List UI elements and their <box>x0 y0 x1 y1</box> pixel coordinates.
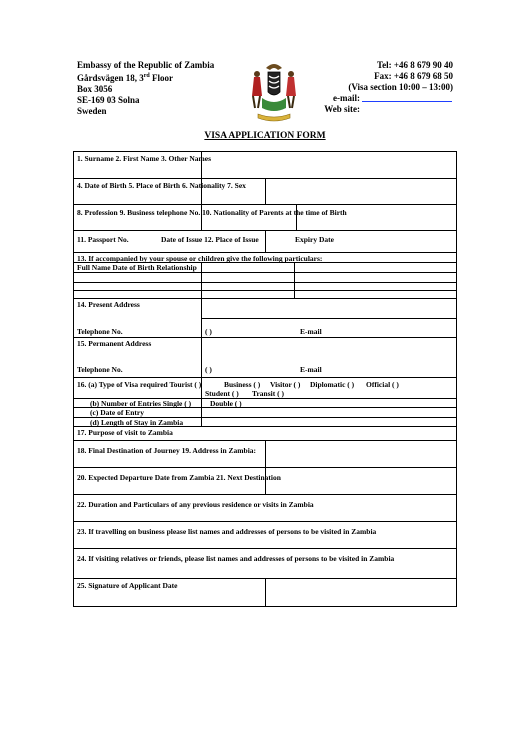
form-title: VISA APPLICATION FORM <box>204 131 326 141</box>
permanent-telephone-label: Telephone No. <box>77 365 123 374</box>
spouse-grid-line <box>73 282 457 283</box>
permanent-email-label[interactable]: E-mail <box>300 365 322 374</box>
field-previous-residence[interactable]: 22. Duration and Particulars of any previous residence or visits in Zambia <box>77 500 314 509</box>
field-names[interactable]: 1. Surname 2. First Name 3. Other Names <box>77 154 212 163</box>
embassy-postcode: SE-169 03 Solna <box>77 95 140 105</box>
spouse-grid-col <box>294 262 295 298</box>
col-divider <box>265 230 266 252</box>
field-business-contacts[interactable]: 23. If travelling on business please list names and addresses of persons to be visited in Zambia <box>77 527 377 536</box>
field-date-of-entry[interactable]: (c) Date of Entry <box>90 408 144 417</box>
col-divider <box>265 578 266 607</box>
embassy-address <box>77 60 214 117</box>
visa-type-tourist[interactable]: 16. (a) Type of Visa required Tourist ( ) <box>77 380 202 389</box>
embassy-box: Box 3056 <box>77 84 113 94</box>
row-divider <box>73 548 457 549</box>
row-divider <box>73 204 457 205</box>
row-divider <box>73 377 457 378</box>
field-signature-date[interactable]: 25. Signature of Applicant Date <box>77 581 178 590</box>
address-divider <box>201 318 457 319</box>
col-divider <box>265 440 266 494</box>
embassy-country: Sweden <box>77 106 107 116</box>
email-link[interactable] <box>362 101 452 102</box>
present-telephone-field[interactable]: ( ) <box>205 327 212 336</box>
spouse-children-columns: Full Name Date of Birth Relationship <box>77 263 197 272</box>
visa-type-official[interactable]: Official ( ) <box>366 380 399 389</box>
field-date-place-issue[interactable]: Date of Issue 12. Place of Issue <box>161 235 259 244</box>
entries-double[interactable]: Double ( ) <box>210 399 242 408</box>
row-divider <box>73 494 457 495</box>
visa-hours-line: (Visa section 10:00 – 13:00) <box>348 82 453 92</box>
spouse-children-label: 13. If accompanied by your spouse or children give the following particulars: <box>77 254 323 263</box>
embassy-street: Gårdsvägen 18, 3rd Floor <box>77 73 174 83</box>
visa-type-transit[interactable]: Transit ( ) <box>252 389 284 398</box>
permanent-telephone-field[interactable]: ( ) <box>205 365 212 374</box>
field-passport-no[interactable]: 11. Passport No. <box>77 235 129 244</box>
spouse-grid-line <box>73 290 457 291</box>
spouse-grid-line <box>73 272 457 273</box>
col-divider <box>265 178 266 204</box>
embassy-contact <box>310 60 453 93</box>
field-departure-date[interactable]: 20. Expected Departure Date from Zambia 21. Next Destination <box>77 473 281 482</box>
visa-type-student[interactable]: Student ( ) <box>205 389 239 398</box>
website-label: Web site: <box>324 104 360 114</box>
tel-line: Tel: +46 8 679 90 40 <box>376 60 453 70</box>
spouse-grid-col <box>201 262 202 298</box>
email-label: e-mail: <box>333 93 360 103</box>
row-divider <box>73 252 457 253</box>
row-divider <box>73 337 457 338</box>
field-permanent-address[interactable]: 15. Permanent Address <box>77 339 152 348</box>
embassy-name: Embassy of the Republic of Zambia <box>77 60 215 70</box>
field-relatives-contacts[interactable]: 24. If visiting relatives or friends, please list names and addresses of persons to be visited in Zambia <box>77 554 395 563</box>
present-email-label[interactable]: E-mail <box>300 327 322 336</box>
visa-type-diplomatic[interactable]: Diplomatic ( ) <box>310 380 355 389</box>
address-col <box>201 298 202 377</box>
present-telephone-label: Telephone No. <box>77 327 123 336</box>
visa-type-business[interactable]: Business ( ) <box>224 380 261 389</box>
field-present-address[interactable]: 14. Present Address <box>77 300 140 309</box>
entries-single[interactable]: (b) Number of Entries Single ( ) <box>90 399 192 408</box>
row-divider <box>73 298 457 299</box>
row-divider <box>73 521 457 522</box>
visa-type-visitor[interactable]: Visitor ( ) <box>270 380 301 389</box>
visa-application-table <box>73 151 457 607</box>
field-expiry-date[interactable]: Expiry Date <box>295 235 334 244</box>
fax-line: Fax: +46 8 679 68 50 <box>374 71 453 81</box>
coat-of-arms-icon <box>244 58 304 126</box>
field-profession[interactable]: 8. Profession 9. Business telephone No. 10. Nationality of Parents at the time of Birth <box>77 208 347 217</box>
field-purpose-of-visit[interactable]: 17. Purpose of visit to Zambia <box>77 428 173 437</box>
field-final-destination[interactable]: 18. Final Destination of Journey 19. Address in Zambia: <box>77 446 257 455</box>
field-length-of-stay[interactable]: (d) Length of Stay in Zambia <box>90 418 184 427</box>
field-birth-nationality-sex[interactable]: 4. Date of Birth 5. Place of Birth 6. Nationality 7. Sex <box>77 181 246 190</box>
